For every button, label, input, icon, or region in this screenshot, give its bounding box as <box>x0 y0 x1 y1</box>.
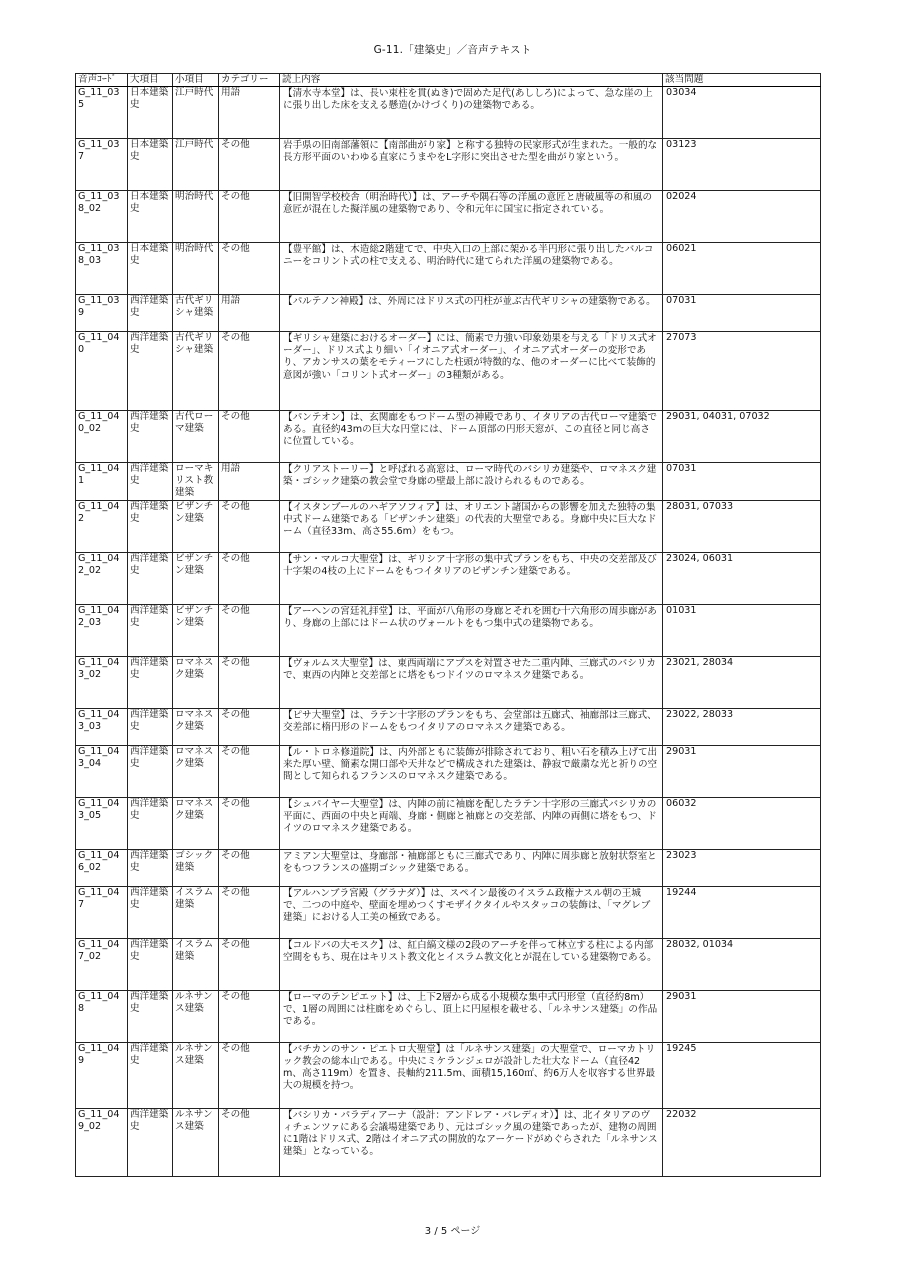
cell-major: 西洋建築史 <box>128 411 173 463</box>
cell-minor: 古代ギリシャ建築 <box>173 295 219 332</box>
table-row <box>76 1042 821 1108</box>
cell-major: 日本建築史 <box>128 87 173 139</box>
cell-minor: ビザンチン建築 <box>173 500 219 552</box>
cell-ref: 02024 <box>663 191 821 243</box>
cell-text: 【ピサ大聖堂】は、ラテン十字形のプランをもち、会堂部は五廊式、袖廊部は三廊式、交差部に楕円形のドームをもつイタリアのロマネスク建築である。 <box>280 708 663 745</box>
column-header-ref: 該当問題 <box>663 74 821 87</box>
cell-major: 西洋建築史 <box>128 849 173 886</box>
cell-category: その他 <box>219 139 280 191</box>
cell-ref: 01031 <box>663 604 821 656</box>
cell-major: 西洋建築史 <box>128 500 173 552</box>
column-header-text: 読上内容 <box>280 74 663 87</box>
cell-minor: ビザンチン建築 <box>173 604 219 656</box>
cell-minor: ゴシック建築 <box>173 849 219 886</box>
table-row <box>76 656 821 708</box>
cell-code: G_11_035 <box>76 87 128 139</box>
cell-minor: 江戸時代 <box>173 87 219 139</box>
cell-text: 【ローマのテンピエット】は、上下2層から成る小規模な集中式円形堂（直径約8m）で、1層の周囲には柱廊をめぐらし、頂上に円屋根を載せる、「ルネサンス建築」の作品である。 <box>280 990 663 1042</box>
cell-code: G_11_038_03 <box>76 243 128 295</box>
cell-category: その他 <box>219 552 280 604</box>
table-row <box>76 745 821 797</box>
table-row <box>76 1108 821 1176</box>
cell-category: その他 <box>219 797 280 849</box>
cell-category: 用語 <box>219 87 280 139</box>
table-row <box>76 243 821 295</box>
cell-category: その他 <box>219 938 280 990</box>
table-row <box>76 295 821 332</box>
cell-category: その他 <box>219 708 280 745</box>
cell-ref: 06021 <box>663 243 821 295</box>
cell-code: G_11_042_03 <box>76 604 128 656</box>
cell-text: 【アルハンブラ宮殿（グラナダ）】は、スペイン最後のイスラム政権ナスル朝の王城で、二つの中庭や、壁面を埋めつくすモザイクタイルやスタッコの装飾は、「マグレブ建築」における人工美の極致である。 <box>280 886 663 938</box>
table-header-row <box>76 74 821 87</box>
cell-code: G_11_042_02 <box>76 552 128 604</box>
cell-text: アミアン大聖堂は、身廊部・袖廊部ともに三廊式であり、内陣に周歩廊と放射状祭室とをもつフランスの盛期ゴシック建築である。 <box>280 849 663 886</box>
cell-ref: 22032 <box>663 1108 821 1176</box>
cell-category: その他 <box>219 990 280 1042</box>
table-row <box>76 849 821 886</box>
column-header-category: カテゴリー <box>219 74 280 87</box>
cell-minor: 古代ローマ建築 <box>173 411 219 463</box>
table-row <box>76 191 821 243</box>
table-row <box>76 708 821 745</box>
cell-major: 日本建築史 <box>128 139 173 191</box>
cell-ref: 23022, 28033 <box>663 708 821 745</box>
cell-ref: 29031 <box>663 745 821 797</box>
table-row <box>76 886 821 938</box>
cell-minor: ロマネスク建築 <box>173 656 219 708</box>
cell-ref: 27073 <box>663 332 821 411</box>
table-row <box>76 332 821 411</box>
cell-code: G_11_047_02 <box>76 938 128 990</box>
cell-minor: 明治時代 <box>173 191 219 243</box>
cell-ref: 28031, 07033 <box>663 500 821 552</box>
page-footer: 3 / 5 ページ <box>424 1226 481 1237</box>
cell-major: 西洋建築史 <box>128 463 173 501</box>
cell-code: G_11_039 <box>76 295 128 332</box>
cell-minor: ルネサンス建築 <box>173 990 219 1042</box>
cell-major: 西洋建築史 <box>128 552 173 604</box>
cell-text: 【パルテノン神殿】は、外周にはドリス式の円柱が並ぶ古代ギリシャの建築物である。 <box>280 295 663 332</box>
table-row <box>76 604 821 656</box>
table-row <box>76 87 821 139</box>
cell-text: 【清水寺本堂】は、長い束柱を貫(ぬき)で固めた足代(あししろ)によって、急な崖の上に張り出した床を支える懸造(かけづくり)の建築物である。 <box>280 87 663 139</box>
cell-minor: 古代ギリシャ建築 <box>173 332 219 411</box>
cell-minor: ロマネスク建築 <box>173 708 219 745</box>
cell-text: 岩手県の旧南部藩領に【南部曲がり家】と称する独特の民家形式が生まれた。一般的な長方形平面のいわゆる直家にうまやをL字形に突出させた型を曲がり家という。 <box>280 139 663 191</box>
page-title: G-11.「建築史」／音声テキスト <box>373 44 532 56</box>
cell-minor: イスラム建築 <box>173 886 219 938</box>
cell-code: G_11_049_02 <box>76 1108 128 1176</box>
cell-code: G_11_049 <box>76 1042 128 1108</box>
cell-ref: 07031 <box>663 295 821 332</box>
cell-minor: ロマネスク建築 <box>173 797 219 849</box>
cell-ref: 03123 <box>663 139 821 191</box>
cell-category: その他 <box>219 1042 280 1108</box>
cell-ref: 03034 <box>663 87 821 139</box>
cell-category: その他 <box>219 411 280 463</box>
cell-major: 西洋建築史 <box>128 797 173 849</box>
cell-major: 西洋建築史 <box>128 1042 173 1108</box>
cell-major: 西洋建築史 <box>128 708 173 745</box>
cell-category: その他 <box>219 656 280 708</box>
cell-major: 西洋建築史 <box>128 990 173 1042</box>
cell-category: その他 <box>219 604 280 656</box>
cell-text: 【豊平館】は、木造総2階建てで、中央入口の上部に架かる半円形に張り出したバルコニーをコリント式の柱で支える、明治時代に建てられた洋風の建築物である。 <box>280 243 663 295</box>
cell-text: 【シュパイヤー大聖堂】は、内陣の前に袖廊を配したラテン十字形の三廊式バシリカの平面に、西面の中央と両端、身廊・側廊と袖廊との交差部、内陣の両側に塔をもつ、ドイツのロマネスク建築である。 <box>280 797 663 849</box>
cell-category: その他 <box>219 849 280 886</box>
cell-minor: 江戸時代 <box>173 139 219 191</box>
cell-major: 西洋建築史 <box>128 332 173 411</box>
table-row <box>76 938 821 990</box>
cell-major: 西洋建築史 <box>128 604 173 656</box>
cell-text: 【ル・トロネ修道院】は、内外部ともに装飾が排除されており、粗い石を積み上げて出来た厚い壁、簡素な開口部や天井などで構成された建築は、静寂で厳粛な光と祈りの空間として知られるフランスのロマネスク建築である。 <box>280 745 663 797</box>
cell-ref: 29031 <box>663 990 821 1042</box>
cell-text: 【クリアストーリー】と呼ばれる高窓は、ローマ時代のバシリカ建築や、ロマネスク建築・ゴシック建築の教会堂で身廊の壁最上部に設けられるものである。 <box>280 463 663 501</box>
cell-ref: 06032 <box>663 797 821 849</box>
table-row <box>76 552 821 604</box>
cell-ref: 19244 <box>663 886 821 938</box>
cell-major: 西洋建築史 <box>128 295 173 332</box>
cell-major: 西洋建築史 <box>128 656 173 708</box>
table-row <box>76 463 821 501</box>
voice-text-table <box>75 73 821 1177</box>
cell-category: その他 <box>219 191 280 243</box>
cell-category: 用語 <box>219 463 280 501</box>
column-header-major: 大項目 <box>128 74 173 87</box>
cell-major: 西洋建築史 <box>128 886 173 938</box>
cell-code: G_11_040 <box>76 332 128 411</box>
cell-category: その他 <box>219 243 280 295</box>
cell-code: G_11_042 <box>76 500 128 552</box>
cell-code: G_11_041 <box>76 463 128 501</box>
cell-ref: 23023 <box>663 849 821 886</box>
cell-category: 用語 <box>219 295 280 332</box>
cell-code: G_11_048 <box>76 990 128 1042</box>
cell-text: 【サン・マルコ大聖堂】は、ギリシア十字形の集中式プランをもち、中央の交差部及び十字架の4枝の上にドームをもつイタリアのビザンチン建築である。 <box>280 552 663 604</box>
cell-text: 【アーヘンの宮廷礼拝堂】は、平面が八角形の身廊とそれを囲む十六角形の周歩廊があり、身廊の上部にはドーム状のヴォールトをもつ集中式の建築物である。 <box>280 604 663 656</box>
cell-text: 【イスタンブールのハギアソフィア】は、オリエント諸国からの影響を加えた独特の集中式ドーム建築である「ビザンチン建築」の代表的大聖堂である。身廊中央に巨大なドーム（直径33m、高さ55.6m）をもつ。 <box>280 500 663 552</box>
table-row <box>76 797 821 849</box>
cell-ref: 29031, 04031, 07032 <box>663 411 821 463</box>
cell-minor: ルネサンス建築 <box>173 1108 219 1176</box>
table-row <box>76 500 821 552</box>
cell-code: G_11_038_02 <box>76 191 128 243</box>
table-row <box>76 139 821 191</box>
cell-text: 【旧開智学校校舎（明治時代）】は、アーチや隅石等の洋風の意匠と唐破風等の和風の意匠が混在した擬洋風の建築物であり、令和元年に国宝に指定されている。 <box>280 191 663 243</box>
cell-major: 日本建築史 <box>128 191 173 243</box>
cell-minor: イスラム建築 <box>173 938 219 990</box>
column-header-code: 音声ｺｰﾄﾞ <box>76 74 128 87</box>
cell-major: 西洋建築史 <box>128 938 173 990</box>
cell-major: 日本建築史 <box>128 243 173 295</box>
cell-ref: 07031 <box>663 463 821 501</box>
cell-text: 【ギリシャ建築におけるオーダー】には、簡素で力強い印象効果を与える「ドリス式オーダー」、ドリス式より細い「イオニア式オーダー」、イオニア式オーダーの変形であり、アカンサスの葉をモティーフにした柱頭が特徴的な、他のオーダーに比べて装飾的意図が強い「コリント式オーダー」の3種類がある。 <box>280 332 663 411</box>
cell-minor: 明治時代 <box>173 243 219 295</box>
cell-minor: ルネサンス建築 <box>173 1042 219 1108</box>
cell-minor: ビザンチン建築 <box>173 552 219 604</box>
column-header-minor: 小項目 <box>173 74 219 87</box>
cell-text: 【パンテオン】は、玄関廊をもつドーム型の神殿であり、イタリアの古代ローマ建築である。直径約43mの巨大な円堂には、ドーム頂部の円形天窓が、この直径と同じ高さに位置している。 <box>280 411 663 463</box>
cell-category: その他 <box>219 332 280 411</box>
cell-major: 西洋建築史 <box>128 1108 173 1176</box>
cell-code: G_11_043_04 <box>76 745 128 797</box>
table-row <box>76 411 821 463</box>
cell-text: 【ヴォルムス大聖堂】は、東西両端にアプスを対置させた二重内陣、三廊式のバシリカで、東西の内陣と交差部とに塔をもつドイツのロマネスク建築である。 <box>280 656 663 708</box>
cell-ref: 23024, 06031 <box>663 552 821 604</box>
cell-code: G_11_043_02 <box>76 656 128 708</box>
cell-code: G_11_040_02 <box>76 411 128 463</box>
cell-ref: 28032, 01034 <box>663 938 821 990</box>
cell-code: G_11_043_03 <box>76 708 128 745</box>
cell-major: 西洋建築史 <box>128 745 173 797</box>
cell-code: G_11_047 <box>76 886 128 938</box>
cell-minor: ローマキリスト教建築 <box>173 463 219 501</box>
cell-category: その他 <box>219 886 280 938</box>
cell-category: その他 <box>219 500 280 552</box>
cell-text: 【バシリカ・パラディアーナ（設計：アンドレア・パレディオ）】は、北イタリアのヴィチェンツァにある会議場建築であり、元はゴシック風の建築であったが、建物の周囲に1階はドリス式、2階はイオニア式の開放的なアーケードがめぐらされた「ルネサンス建築」となっている。 <box>280 1108 663 1176</box>
cell-ref: 19245 <box>663 1042 821 1108</box>
cell-code: G_11_043_05 <box>76 797 128 849</box>
table-row <box>76 990 821 1042</box>
cell-text: 【バチカンのサン・ピエトロ大聖堂】は「ルネサンス建築」の大聖堂で、ローマカトリック教会の総本山である。中央にミケランジェロが設計した壮大なドーム（直径42m、高さ119m）を置き、長軸約211.5m、面積15,160㎡、約6万人を収容する世界最大の規模を持つ。 <box>280 1042 663 1108</box>
cell-text: 【コルドバの大モスク】は、紅白縞文様の2段のアーチを伴って林立する柱による内部空間をもち、現在はキリスト教文化とイスラム教文化とが混在している建築物である。 <box>280 938 663 990</box>
cell-code: G_11_037 <box>76 139 128 191</box>
cell-code: G_11_046_02 <box>76 849 128 886</box>
cell-ref: 23021, 28034 <box>663 656 821 708</box>
cell-minor: ロマネスク建築 <box>173 745 219 797</box>
cell-category: その他 <box>219 1108 280 1176</box>
cell-category: その他 <box>219 745 280 797</box>
